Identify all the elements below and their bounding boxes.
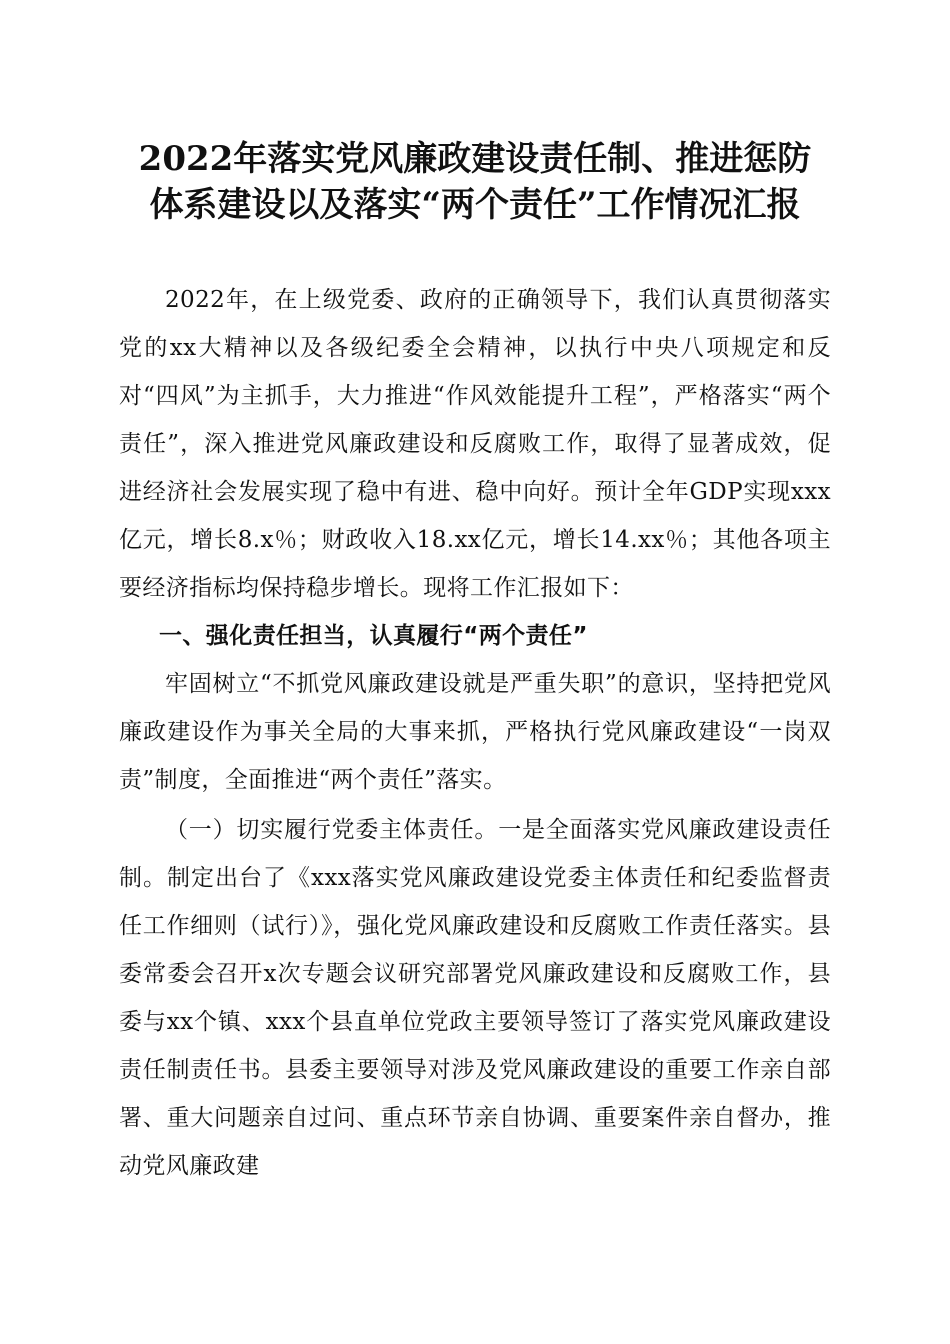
- document-body: [119, 276, 831, 1190]
- section-1-paragraph: 牢固树立“不抓党风廉政建设就是严重失职”的意识，坚持把党风廉政建设作为事关全局的大事来抓，严格执行党风廉政建设“一岗双责”制度，全面推进“两个责任”落实。: [119, 671, 831, 793]
- subsection-1-paragraph: （一）切实履行党委主体责任。一是全面落实党风廉政建设责任制。制定出台了《xxx落实党风廉政建设党委主体责任和纪委监督责任工作细则（试行）》，强化党风廉政建设和反腐败工作责任落实。县委常委会召开x次专题会议研究部署党风廉政建设和反腐败工作，县委与xx个镇、xxx个县直单位党政主要领导签订了落实党风廉政建设责任制责任书。县委主要领导对涉及党风廉政建设的重要工作亲自部署、重大问题亲自过问、重点环节亲自协调、重要案件亲自督办，推动党风廉政建: [119, 817, 831, 1179]
- intro-paragraph: 2022年，在上级党委、政府的正确领导下，我们认真贯彻落实党的xx大精神以及各级纪委全会精神，以执行中央八项规定和反对“四风”为主抓手，大力推进“作风效能提升工程”，严格落实“两个责任”，深入推进党风廉政建设和反腐败工作，取得了显著成效，促进经济社会发展实现了稳中有进、稳中向好。预计全年GDP实现xxx亿元，增长8.x％；财政收入18.xx亿元，增长14.xx％；其他各项主要经济指标均保持稳步增长。现将工作汇报如下：: [119, 287, 831, 601]
- title-line-2: 体系建设以及落实“两个责任”工作情况汇报: [149, 185, 801, 225]
- document-title: [100, 136, 850, 228]
- title-line-1: 2022年落实党风廉政建设责任制、推进惩防: [138, 139, 812, 179]
- section-heading-1: 一、强化责任担当，认真履行“两个责任”: [159, 623, 588, 649]
